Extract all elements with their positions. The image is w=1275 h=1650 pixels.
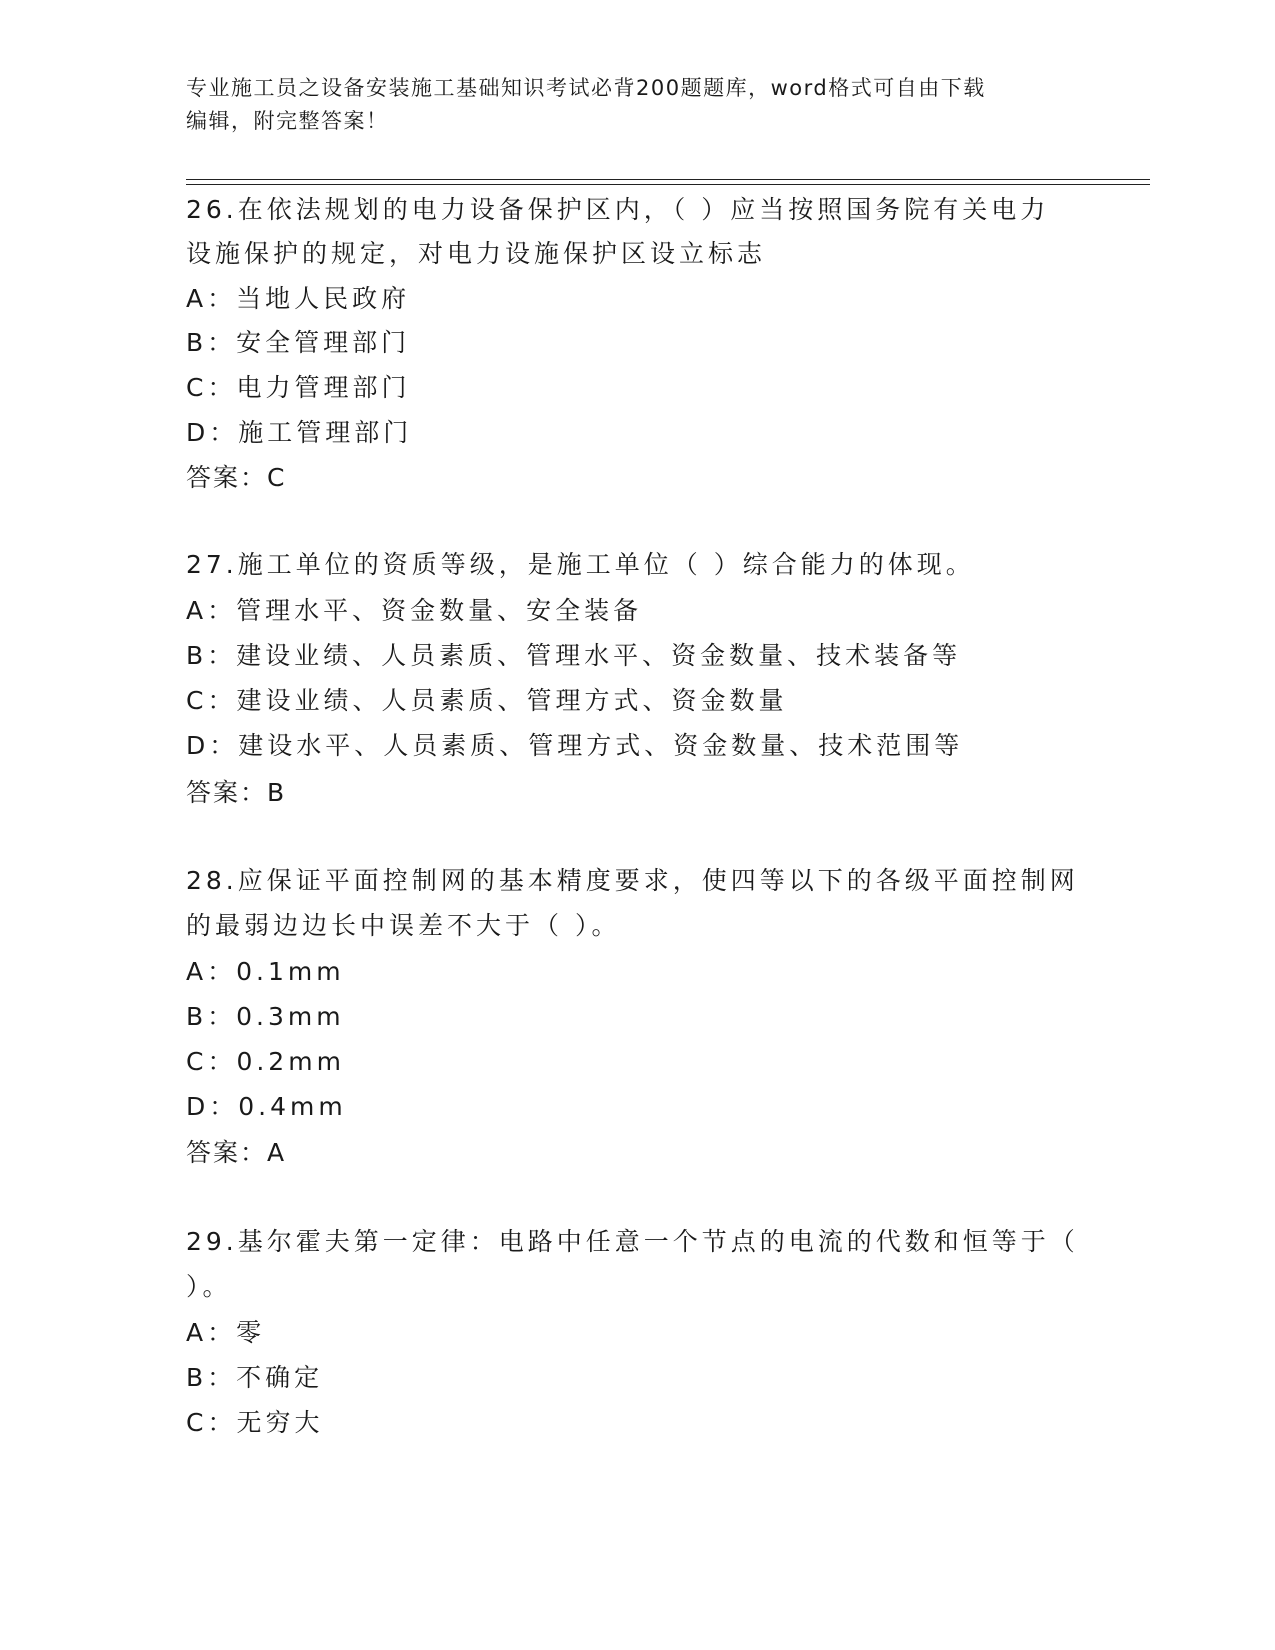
question-28-option-b: B：0.3mm [186,1002,345,1031]
question-27-option-a: A：管理水平、资金数量、安全装备 [186,596,643,625]
question-28-text-line-1: 28.应保证平面控制网的基本精度要求，使四等以下的各级平面控制网 [186,866,1079,895]
question-29-option-a: A：零 [186,1318,266,1347]
question-29-option-b: B：不确定 [186,1363,324,1392]
question-28-option-c: C：0.2mm [186,1047,345,1076]
question-27-option-c: C：建设业绩、人员素质、管理方式、资金数量 [186,686,788,715]
question-27-option-b: B：建设业绩、人员素质、管理水平、资金数量、技术装备等 [186,641,962,670]
question-27-option-d: D：建设水平、人员素质、管理方式、资金数量、技术范围等 [186,731,964,760]
question-26-option-a: A：当地人民政府 [186,284,411,313]
question-26-option-d: D：施工管理部门 [186,418,413,447]
document-header [186,72,1086,138]
header-line-1: 专业施工员之设备安装施工基础知识考试必背200题题库，word格式可自由下载 [186,76,986,100]
question-28-text-line-2: 的最弱边边长中误差不大于（ ）。 [186,911,621,940]
question-29-text-line-1: 29.基尔霍夫第一定律：电路中任意一个节点的电流的代数和恒等于（ [186,1227,1079,1256]
question-26-text-line-1: 26.在依法规划的电力设备保护区内，（ ）应当按照国务院有关电力 [186,195,1050,224]
question-27-text-line-1: 27.施工单位的资质等级，是施工单位（ ）综合能力的体现。 [186,550,975,579]
question-28-option-d: D：0.4mm [186,1092,347,1121]
question-28-answer: 答案：A [186,1138,287,1167]
header-line-2: 编辑，附完整答案！ [186,109,389,133]
question-29-option-c: C：无穷大 [186,1408,324,1437]
header-divider-top [186,179,1150,180]
question-26-option-c: C：电力管理部门 [186,373,411,402]
question-26-option-b: B：安全管理部门 [186,328,411,357]
question-26-answer: 答案：C [186,463,287,492]
question-28-option-a: A：0.1mm [186,957,345,986]
question-29-text-line-2: ）。 [186,1272,232,1301]
header-divider-bottom [186,184,1150,185]
question-27-answer: 答案：B [186,778,287,807]
question-26-text-line-2: 设施保护的规定，对电力设施保护区设立标志 [186,239,767,268]
